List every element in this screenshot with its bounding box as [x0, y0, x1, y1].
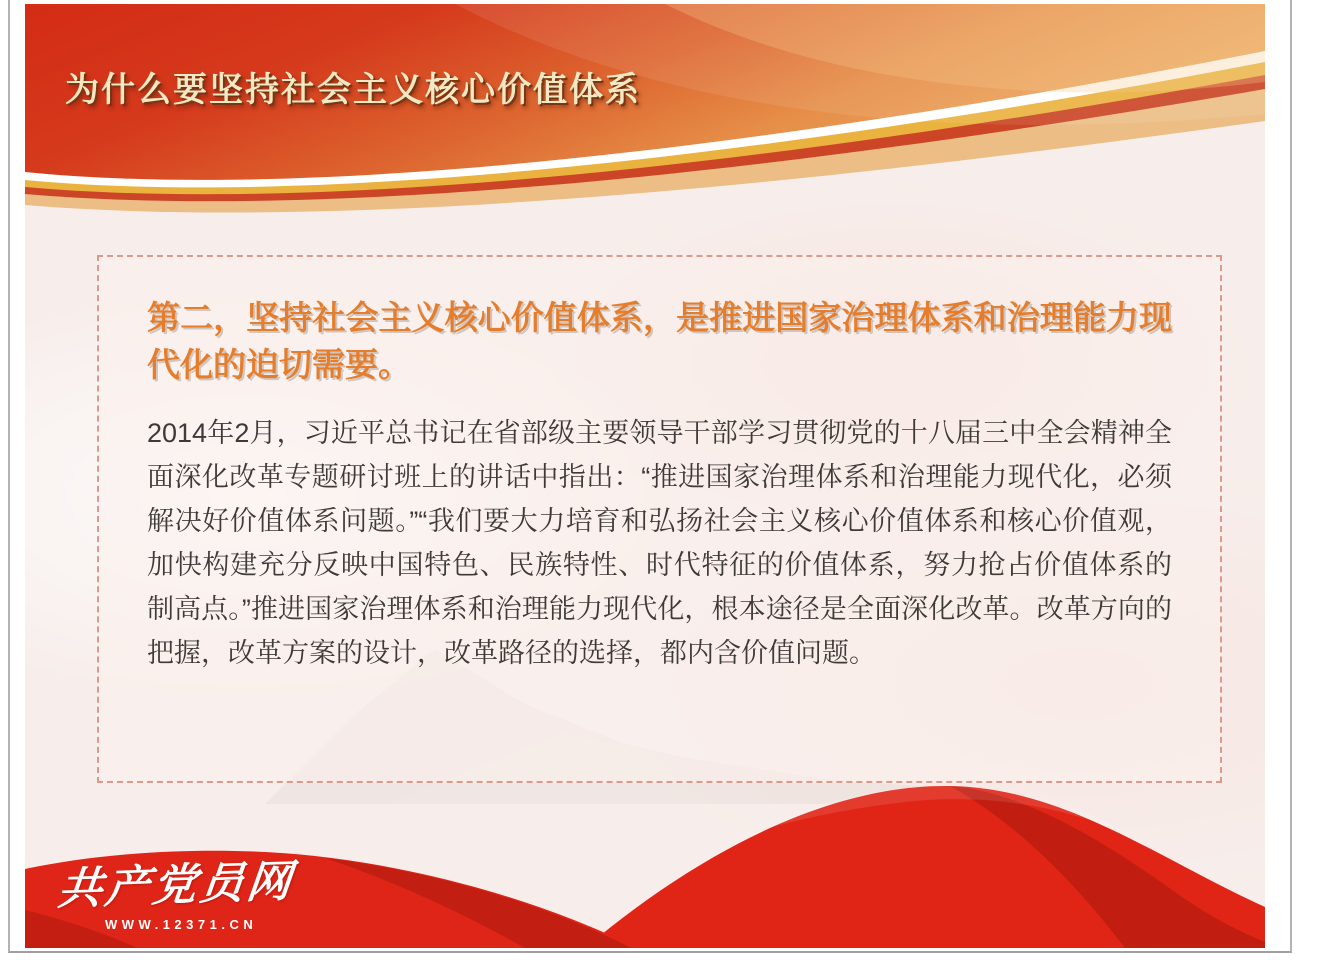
- section-heading: 第二，坚持社会主义核心价值体系，是推进国家治理体系和治理能力现代化的迫切需要。: [147, 299, 1172, 383]
- slide: [25, 4, 1265, 948]
- header-swoosh-graphic: [25, 4, 1265, 220]
- slide-header: [25, 4, 1265, 220]
- logo-calligraphy: 共产党员网: [55, 856, 297, 915]
- logo-url: WWW.12371.CN: [105, 917, 258, 932]
- body-paragraph: 2014年2月，习近平总书记在省部级主要领导干部学习贯彻党的十八届三中全会精神全面深化改革专题研讨班上的讲话中指出：“推进国家治理体系和治理能力现代化，必须解决好价值体系问题。”“我们要大力培育和弘扬社会主义核心价值体系和核心价值观，加快构建充分反映中国特色、民族特性、时代特征的价值体系，努力抢占价值体系的制高点。”推进国家治理体系和治理能力现代化，根本途径是全面深化改革。改革方向的把握，改革方案的设计，改革路径的选择，都内含价值问题。: [147, 417, 1172, 668]
- party-member-network-logo: [55, 849, 297, 932]
- content-box: [97, 255, 1222, 783]
- slide-title: 为什么要坚持社会主义核心价值体系: [65, 71, 641, 109]
- document-page: [8, 0, 1292, 953]
